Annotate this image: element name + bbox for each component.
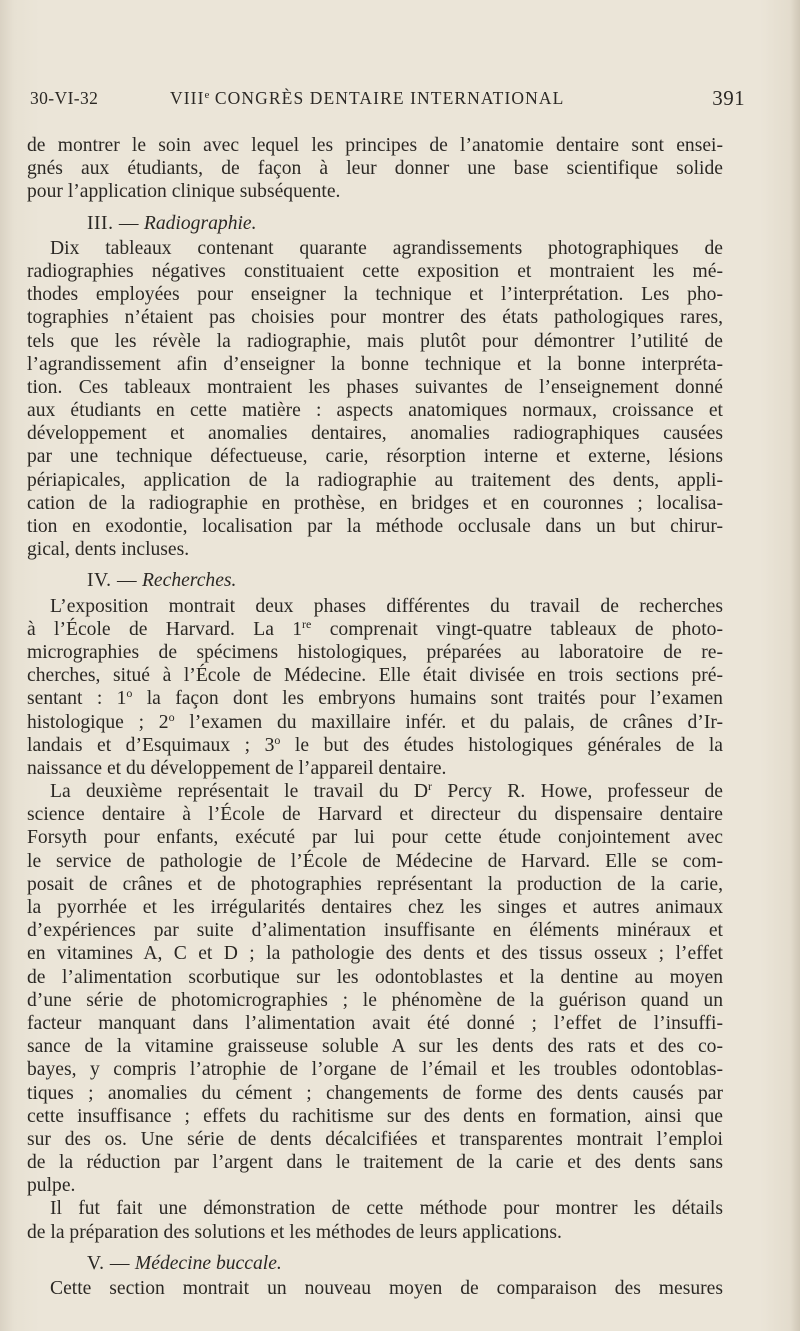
section-3-number: III. — — [87, 212, 139, 234]
page-number: 391 — [712, 86, 745, 110]
text-line: aux étudiants en cette matière : aspects anatomiques normaux, croissance et — [27, 400, 723, 422]
text-line: bayes, y compris l’atrophie de l’organe de l’émail et les troubles odontoblas- — [27, 1059, 723, 1081]
text-line: facteur manquant dans l’alimentation avait été donné ; l’effet de l’insuffi- — [27, 1012, 723, 1034]
text-line: La deuxième représentait le travail du $D^r$ Percy R. Howe, professeur de — [50, 779, 723, 803]
text-line: pour l’application clinique subséquente. — [27, 181, 341, 203]
text-line: tion en exodontie, localisation par la méthode occlusale dans un but chirur- — [27, 516, 723, 537]
text-line: cation de la radiographie en prothèse, en bridges et en couronnes ; localisa- — [27, 492, 723, 514]
section-3-name: Radiographie. — [143, 212, 257, 234]
text-line: de la préparation des solutions et les méthodes de leurs applications. — [27, 1221, 562, 1243]
running-header — [30, 88, 745, 114]
text-line: Forsyth pour enfants, exécuté par lui pour cette étude conjointement avec — [27, 827, 723, 849]
text-line: Cette section montrait un nouveau moyen de comparaison des mesures — [50, 1278, 723, 1299]
text-line: tels que les révèle la radiographie, mais plutôt pour démontrer l’utilité de — [27, 330, 723, 352]
text-line: en vitamines A, C et D ; la pathologie des dents et des tissus osseux ; l’effet — [27, 943, 723, 965]
header-date: 30-VI-32 — [30, 88, 99, 108]
text-line: le service de pathologie de l’École de Médecine de Harvard. Elle se com- — [27, 850, 723, 872]
header-title-rest: CONGRÈS DENTAIRE INTERNATIONAL — [214, 88, 565, 108]
section-4-text — [27, 595, 723, 1244]
text-line: tographies n’étaient pas choisies pour montrer des états pathologiques rares, — [27, 307, 723, 329]
text-line: sentant : 1$^o$ la façon dont les embryons humains sont traités pour l’examen — [27, 686, 723, 710]
text-line: gical, dents incluses. — [27, 539, 190, 561]
text-line: Il fut fait une démonstration de cette méthode pour montrer les détails — [50, 1198, 723, 1220]
text-line: à l’École de Harvard. La 1re comprenait vingt-quatre tableaux de photo- — [27, 616, 723, 640]
text-line: d’une série de photomicrographies ; le phénomène de la guérison quand un — [27, 989, 723, 1011]
text-line: tion. Ces tableaux montraient les phases suivantes de l’enseignement donné — [27, 376, 723, 398]
section-3-text — [27, 237, 723, 562]
text-line: de montrer le soin avec lequel les principes de l’anatomie dentaire sont ensei- — [27, 135, 723, 156]
text-line: L’exposition montrait deux phases différentes du travail de recherches — [50, 595, 723, 617]
section-5-number: V. — — [87, 1252, 131, 1274]
text-line: l’agrandissement afin d’enseigner la bonne technique et la bonne interpréta- — [27, 353, 723, 375]
section-5-text — [27, 1277, 723, 1300]
text-line: radiographies négatives constituaient cette exposition et montraient les mé- — [27, 260, 723, 282]
text-line: histologique ; 2$^o$ l’examen du maxillaire infér. et du palais, de crânes d’Ir- — [27, 709, 723, 733]
header-title-prefix: VIII — [170, 88, 205, 108]
text-line: cherches, situé à l’École de Médecine. Elle était divisée en trois sections pré- — [27, 665, 723, 687]
text-line: thodes employées pour enseigner la technique et l’interprétation. Les pho- — [27, 284, 723, 306]
text-line: posait de crânes et de photographies représentant la production de la carie, — [27, 873, 723, 895]
text-line: tiques ; anomalies du cément ; changements de forme des dents causés par — [27, 1082, 723, 1104]
text-line: développement et anomalies dentaires, anomalies radiographiques causées — [27, 423, 723, 445]
section-5-heading — [27, 1252, 723, 1275]
header-title — [170, 88, 564, 109]
text-line: périapicales, application de la radiographie au traitement des dents, appli- — [27, 469, 723, 491]
text-line: gnés aux étudiants, de façon à leur donner une base scientifique solide — [27, 158, 723, 180]
text-line: Dix tableaux contenant quarante agrandissements photographiques de — [50, 237, 723, 259]
text-line: landais et d’Esquimaux ; 3$^o$ le but des études histologiques générales de la — [27, 732, 723, 756]
header-title-sup: e — [204, 89, 210, 101]
text-line: pulpe. — [27, 1175, 76, 1197]
section-4-heading — [27, 569, 723, 592]
text-line: par une technique défectueuse, carie, résorption interne et externe, lésions — [27, 446, 723, 468]
text-line: sur des os. Une série de dents décalcifiées et transparentes montrait l’emploi — [27, 1128, 723, 1150]
text-line: micrographies de spécimens histologiques, préparées au laboratoire de re- — [27, 641, 723, 663]
section-3-heading — [27, 212, 723, 235]
section-4-number: IV. — — [87, 570, 138, 592]
text-line: de l’alimentation scorbutique sur les odontoblastes et la dentine au moyen — [27, 966, 723, 988]
section-4-name: Recherches. — [141, 570, 237, 592]
text-line: sance de la vitamine graisseuse soluble A sur les dents des rats et des co- — [27, 1036, 723, 1058]
text-line: science dentaire à l’École de Harvard et directeur du dispensaire dentaire — [27, 804, 723, 826]
text-line: d’expériences par suite d’alimentation insuffisante en éléments minéraux et — [27, 920, 723, 942]
text-line: de la réduction par l’argent dans le traitement de la carie et des dents sans — [27, 1152, 723, 1174]
text-line: la pyorrhée et les irrégularités dentaires chez les singes et autres animaux — [27, 897, 723, 918]
page-body — [27, 134, 723, 1300]
text-line: cette insuffisance ; effets du rachitisme sur des dents en formation, ainsi que — [27, 1105, 723, 1127]
section-5-name: Médecine buccale. — [134, 1252, 282, 1274]
text-line: naissance et du développement de l’appareil dentaire. — [27, 757, 447, 779]
intro-paragraph — [27, 134, 723, 204]
